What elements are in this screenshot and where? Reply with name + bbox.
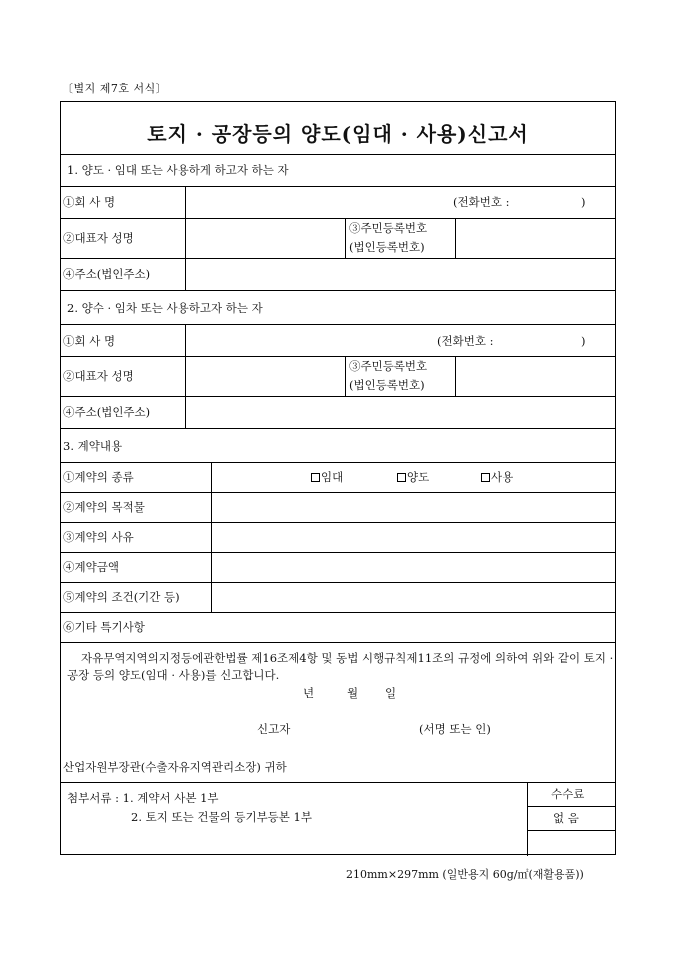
- special-terms-label: ⑥기타 특기사항: [63, 620, 145, 634]
- section1-regno-line1: ③주민등록번호: [349, 221, 428, 235]
- contract-type-label: ①계약의 종류: [63, 470, 134, 484]
- section2-regno-line2: (법인등록번호): [349, 378, 425, 392]
- declaration-text: 자유무역지역의지정등에관한법률 제16조제4항 및 동법 시행규칙제11조의 규정에 의하여 위와 같이 토지 · 공장 등의 양도(임대 · 사용)를 신고합니다.: [67, 651, 614, 682]
- section1-phone-close: ): [581, 195, 586, 209]
- section1-company-label: ①회 사 명: [63, 195, 116, 209]
- section2-heading: 2. 양수 · 임차 또는 사용하고자 하는 자: [67, 301, 263, 315]
- section2-phone-label: (전화번호 :: [437, 334, 494, 348]
- form-title: 토지 · 공장등의 양도(임대 · 사용)신고서: [147, 122, 529, 146]
- section1-regno-line2: (법인등록번호): [349, 240, 425, 254]
- option-transfer-label: 양도: [407, 470, 430, 484]
- section1-phone-label: (전화번호 :: [453, 195, 510, 209]
- checkbox-icon[interactable]: [397, 473, 406, 482]
- section2-phone-close: ): [581, 334, 586, 348]
- section1-rep-label: ②대표자 성명: [63, 231, 134, 245]
- date-month: 월: [347, 686, 359, 700]
- attachments-item2: 2. 토지 또는 건물의 등기부등본 1부: [131, 810, 312, 824]
- fee-label: 수수료: [551, 787, 585, 801]
- contract-terms-label: ⑤계약의 조건(기간 등): [63, 590, 180, 604]
- signature-label: (서명 또는 인): [419, 722, 491, 736]
- fee-value: 없 음: [553, 811, 579, 825]
- option-use[interactable]: [481, 470, 513, 484]
- option-use-label: 사용: [491, 470, 514, 484]
- option-lease-label: 임대: [321, 470, 344, 484]
- contract-object-label: ②계약의 목적물: [63, 500, 145, 514]
- attachments-label: 첨부서류 : 1. 계약서 사본 1부: [67, 791, 219, 805]
- form-number-label: 〔별지 제7호 서식〕: [62, 82, 168, 95]
- option-lease[interactable]: [311, 470, 343, 484]
- section2-address-label: ④주소(법인주소): [63, 405, 151, 419]
- checkbox-icon[interactable]: [311, 473, 320, 482]
- addressee: 산업자원부장관(수출자유지역관리소장) 귀하: [63, 760, 287, 774]
- section2-regno-line1: ③주민등록번호: [349, 359, 428, 373]
- section2-rep-label: ②대표자 성명: [63, 369, 134, 383]
- reporter-label: 신고자: [257, 722, 291, 736]
- contract-amount-label: ④계약금액: [63, 560, 119, 574]
- section1-heading: 1. 양도 · 임대 또는 사용하게 하고자 하는 자: [67, 163, 289, 177]
- contract-reason-label: ③계약의 사유: [63, 530, 134, 544]
- paper-spec-footer: 210mm×297mm (일반용지 60g/㎡(재활용품)): [346, 868, 584, 881]
- section3-heading: 3. 계약내용: [63, 439, 123, 453]
- section2-company-label: ①회 사 명: [63, 334, 116, 348]
- report-form: [60, 101, 616, 855]
- option-transfer[interactable]: [397, 470, 429, 484]
- date-day: 일: [385, 686, 397, 700]
- date-year: 년: [303, 686, 315, 700]
- checkbox-icon[interactable]: [481, 473, 490, 482]
- section1-address-label: ④주소(법인주소): [63, 267, 151, 281]
